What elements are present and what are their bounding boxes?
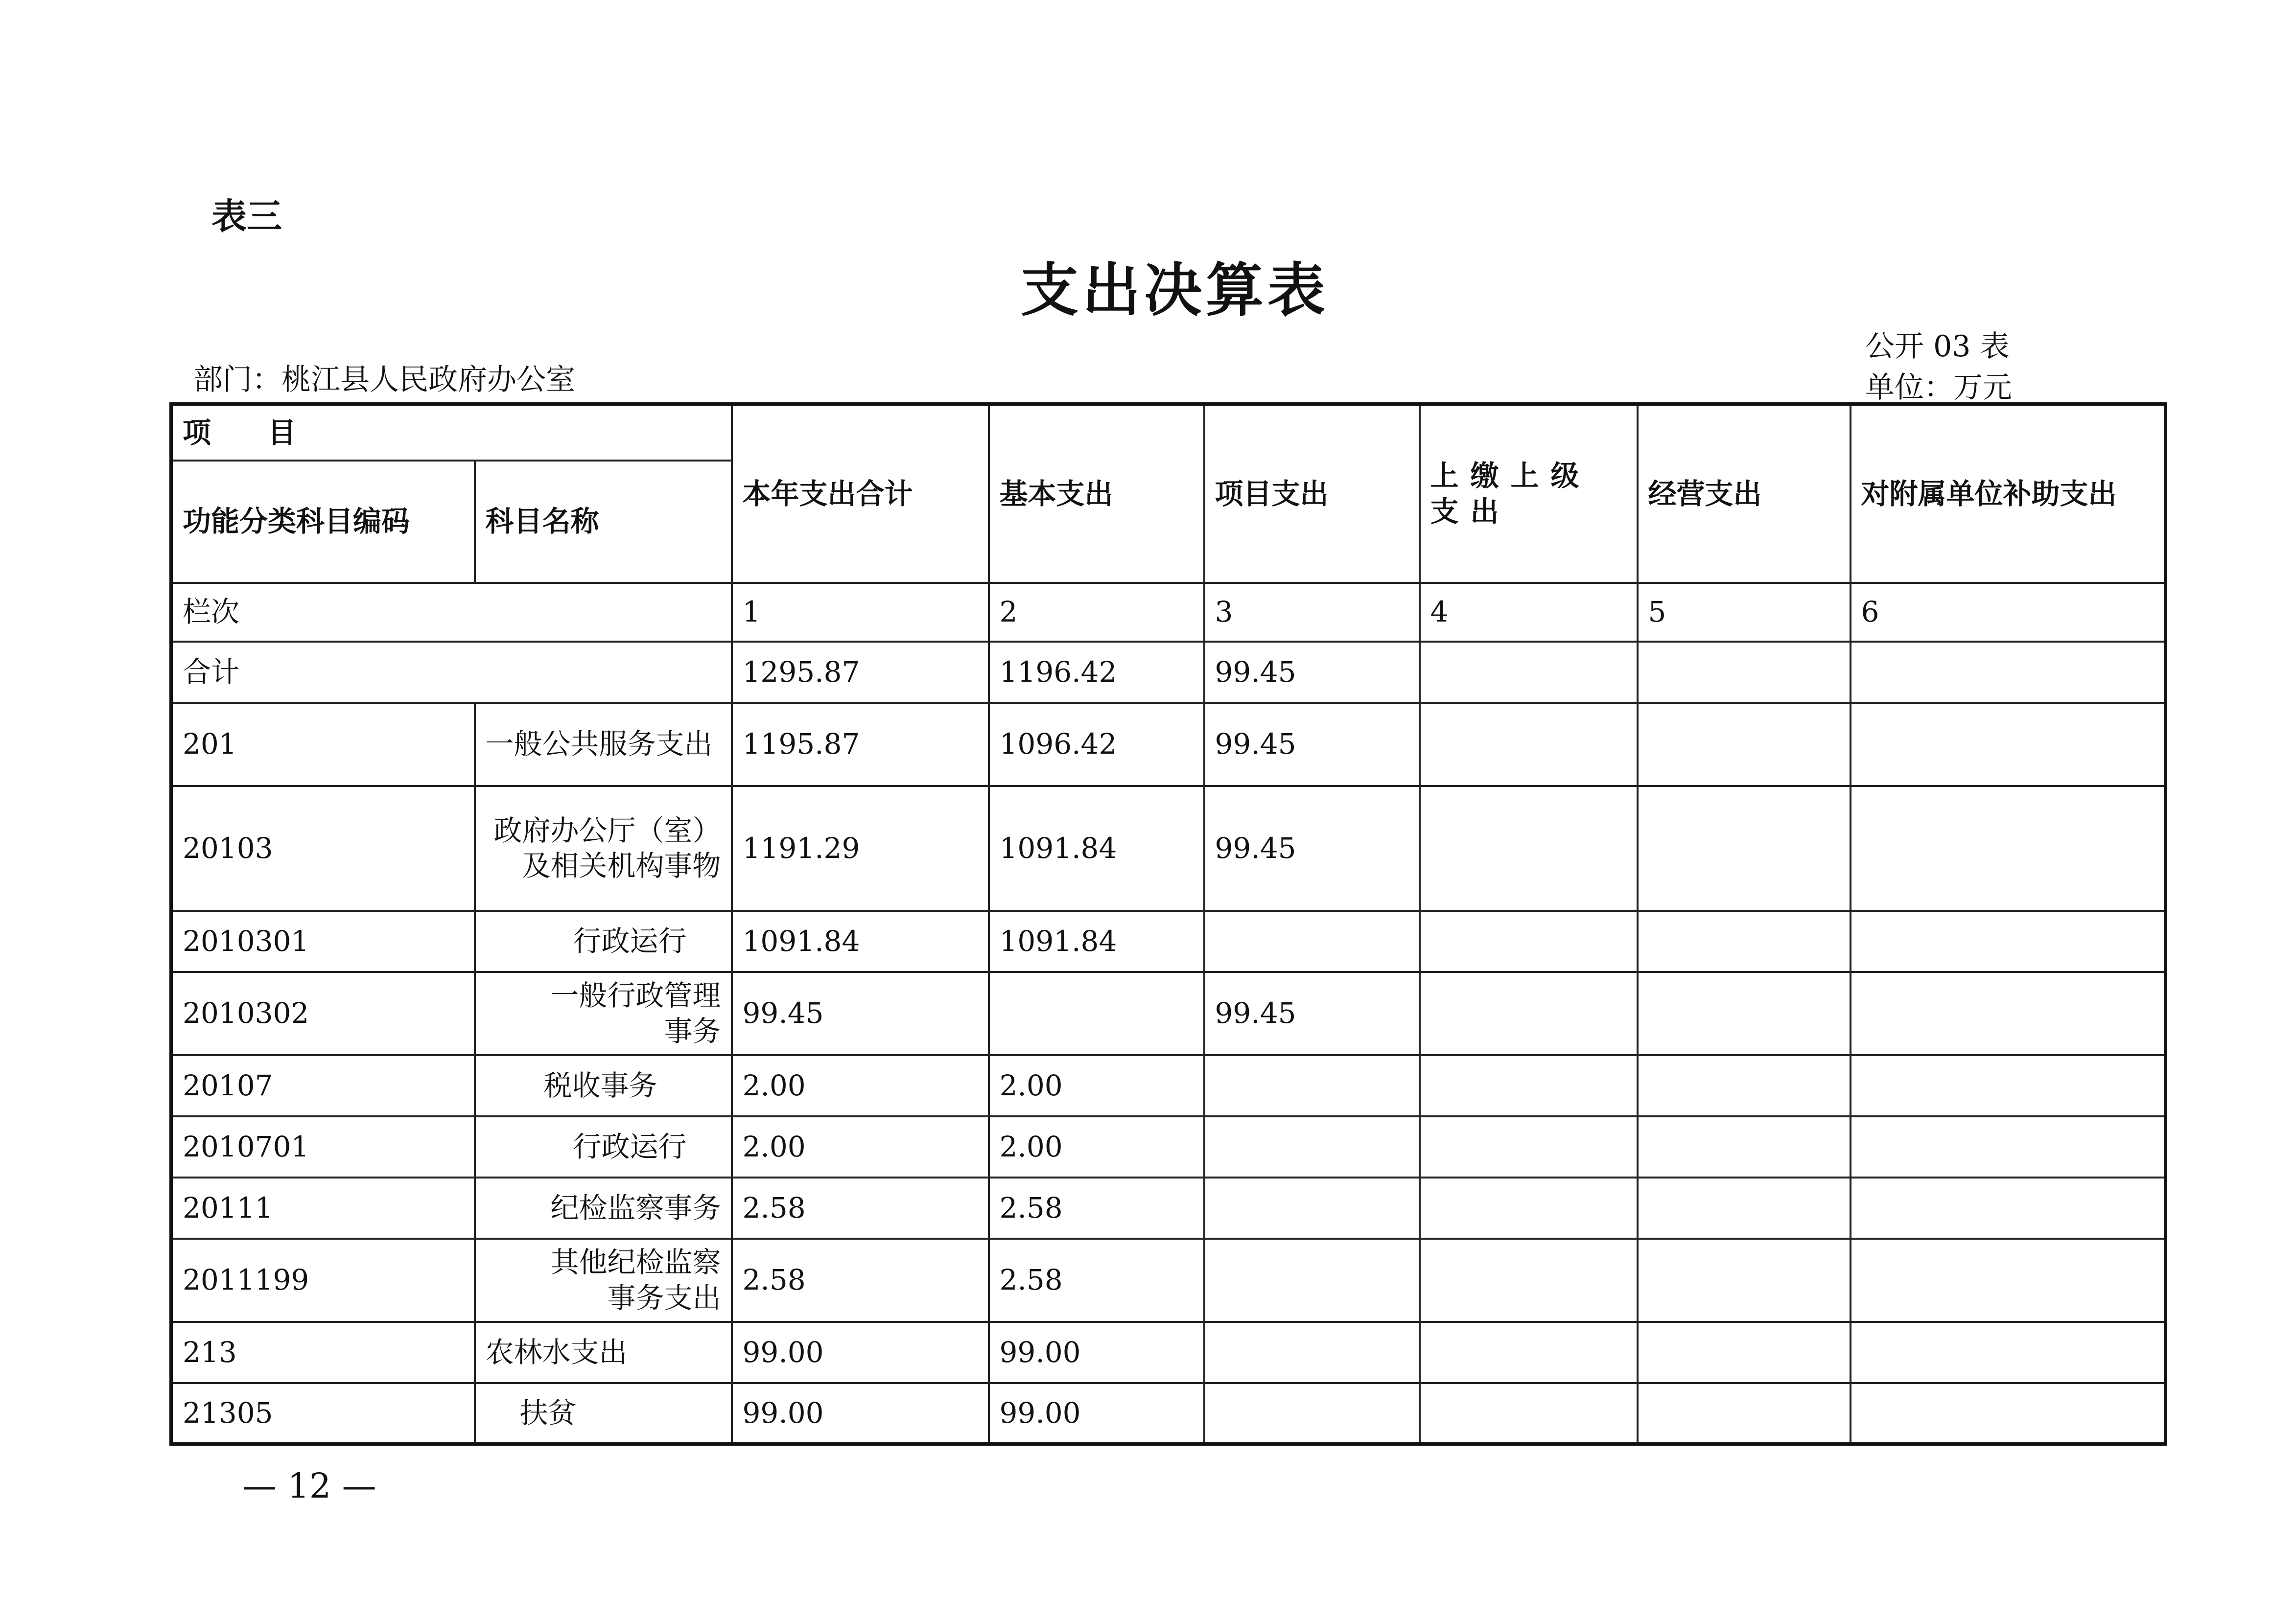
table-cell <box>1638 786 1851 911</box>
table-cell <box>1420 972 1638 1055</box>
table-row <box>171 1383 2166 1444</box>
row-code: 2010301 <box>171 911 475 972</box>
row-name: 税收事务 <box>475 1055 732 1116</box>
table-cell <box>1204 911 1420 972</box>
form-code: 公开 03 表 <box>1865 329 2010 364</box>
row-code: 20111 <box>171 1178 475 1239</box>
table-cell: 99.00 <box>989 1322 1204 1383</box>
table-cell <box>1638 1116 1851 1178</box>
table-cell <box>1851 1178 2166 1239</box>
table-cell: 99.45 <box>1204 972 1420 1055</box>
header-col-operating: 经营支出 <box>1638 404 1851 583</box>
table-label: 表三 <box>211 196 282 237</box>
header-col-remit: 上缴上级支出 <box>1420 404 1638 583</box>
header-col-total: 本年支出合计 <box>732 404 989 583</box>
table-cell <box>1851 642 2166 703</box>
row-code: 2010302 <box>171 972 475 1055</box>
table-row <box>171 1178 2166 1239</box>
row-code: 213 <box>171 1322 475 1383</box>
row-name: 一般行政管理事务 <box>475 972 732 1055</box>
table-cell <box>1638 1178 1851 1239</box>
col-index-label: 栏次 <box>171 583 732 642</box>
table-cell <box>1638 703 1851 786</box>
row-code: 20103 <box>171 786 475 911</box>
row-name: 政府办公厅（室）及相关机构事物 <box>475 786 732 911</box>
table-cell <box>1420 1178 1638 1239</box>
table-cell <box>1638 1383 1851 1444</box>
total-label: 合计 <box>171 642 732 703</box>
table-row <box>171 972 2166 1055</box>
header-func-code: 功能分类科目编码 <box>171 461 475 583</box>
header-col-basic: 基本支出 <box>989 404 1204 583</box>
header-project: 项 目 <box>171 404 732 461</box>
table-cell <box>1204 1322 1420 1383</box>
table-cell <box>1851 786 2166 911</box>
table-cell: 1196.42 <box>989 642 1204 703</box>
table-cell <box>1851 1055 2166 1116</box>
table-cell: 1191.29 <box>732 786 989 911</box>
header-col-project: 项目支出 <box>1204 404 1420 583</box>
table-cell: 4 <box>1420 583 1638 642</box>
table-cell <box>1638 911 1851 972</box>
table-cell <box>1204 1178 1420 1239</box>
header-subject-name: 科目名称 <box>475 461 732 583</box>
row-name: 纪检监察事务 <box>475 1178 732 1239</box>
table-cell <box>1638 1239 1851 1322</box>
row-name: 行政运行 <box>475 911 732 972</box>
table-cell <box>1420 1383 1638 1444</box>
table-cell <box>1638 642 1851 703</box>
table-cell: 2.00 <box>732 1055 989 1116</box>
table-cell: 3 <box>1204 583 1420 642</box>
table-cell: 1091.84 <box>732 911 989 972</box>
table-row <box>171 1116 2166 1178</box>
table-cell <box>1420 642 1638 703</box>
row-code: 201 <box>171 703 475 786</box>
table-cell: 2.00 <box>989 1116 1204 1178</box>
table-cell <box>1204 1239 1420 1322</box>
table-cell <box>1638 972 1851 1055</box>
row-name: 扶贫 <box>475 1383 732 1444</box>
table-cell: 5 <box>1638 583 1851 642</box>
row-name: 其他纪检监察事务支出 <box>475 1239 732 1322</box>
table-cell <box>1851 1383 2166 1444</box>
table-row <box>171 911 2166 972</box>
col-index-row <box>171 583 2166 642</box>
table-cell <box>1851 1116 2166 1178</box>
table-cell: 1195.87 <box>732 703 989 786</box>
table-cell: 99.00 <box>732 1383 989 1444</box>
table-cell: 2.00 <box>732 1116 989 1178</box>
table-cell: 2.58 <box>989 1239 1204 1322</box>
table-cell <box>1420 911 1638 972</box>
table-cell <box>1204 1055 1420 1116</box>
table-cell: 1295.87 <box>732 642 989 703</box>
table-cell <box>1420 1055 1638 1116</box>
table-row <box>171 1239 2166 1322</box>
table-cell: 2.58 <box>732 1239 989 1322</box>
row-name: 一般公共服务支出 <box>475 703 732 786</box>
table-cell: 99.45 <box>1204 786 1420 911</box>
page-title: 支出决算表 <box>1020 256 1329 324</box>
table-row <box>171 1055 2166 1116</box>
table-cell: 99.45 <box>732 972 989 1055</box>
table-row <box>171 786 2166 911</box>
row-code: 21305 <box>171 1383 475 1444</box>
table-cell <box>1638 1322 1851 1383</box>
row-code: 20107 <box>171 1055 475 1116</box>
table-cell <box>1204 1116 1420 1178</box>
table-cell <box>1851 911 2166 972</box>
table-cell <box>1420 786 1638 911</box>
row-name: 行政运行 <box>475 1116 732 1178</box>
table-cell <box>1204 1383 1420 1444</box>
table-row <box>171 703 2166 786</box>
table-cell <box>1851 972 2166 1055</box>
table-cell: 1 <box>732 583 989 642</box>
table-cell: 2 <box>989 583 1204 642</box>
table-cell <box>1851 1322 2166 1383</box>
table-cell: 2.58 <box>989 1178 1204 1239</box>
table-cell <box>1638 1055 1851 1116</box>
expenditure-table <box>169 402 2167 1446</box>
table-cell: 99.45 <box>1204 703 1420 786</box>
unit-label: 单位：万元 <box>1865 370 2012 405</box>
row-code: 2011199 <box>171 1239 475 1322</box>
table-cell: 6 <box>1851 583 2166 642</box>
row-name: 农林水支出 <box>475 1322 732 1383</box>
table-row <box>171 1322 2166 1383</box>
table-cell: 99.00 <box>732 1322 989 1383</box>
table-cell <box>989 972 1204 1055</box>
table-cell <box>1851 1239 2166 1322</box>
table-cell <box>1851 703 2166 786</box>
department-label: 部门：桃江县人民政府办公室 <box>193 363 575 397</box>
table-cell: 2.00 <box>989 1055 1204 1116</box>
page-number: — 12 — <box>242 1466 376 1506</box>
table-cell: 99.00 <box>989 1383 1204 1444</box>
header-row-1 <box>171 404 2166 461</box>
table-cell: 99.45 <box>1204 642 1420 703</box>
table-cell <box>1420 1116 1638 1178</box>
table-cell: 2.58 <box>732 1178 989 1239</box>
table-cell <box>1420 1322 1638 1383</box>
header-col-subsidy: 对附属单位补助支出 <box>1851 404 2166 583</box>
table-cell: 1091.84 <box>989 786 1204 911</box>
table-cell: 1091.84 <box>989 911 1204 972</box>
row-code: 2010701 <box>171 1116 475 1178</box>
table-cell <box>1420 1239 1638 1322</box>
total-row <box>171 642 2166 703</box>
table-cell <box>1420 703 1638 786</box>
table-cell: 1096.42 <box>989 703 1204 786</box>
